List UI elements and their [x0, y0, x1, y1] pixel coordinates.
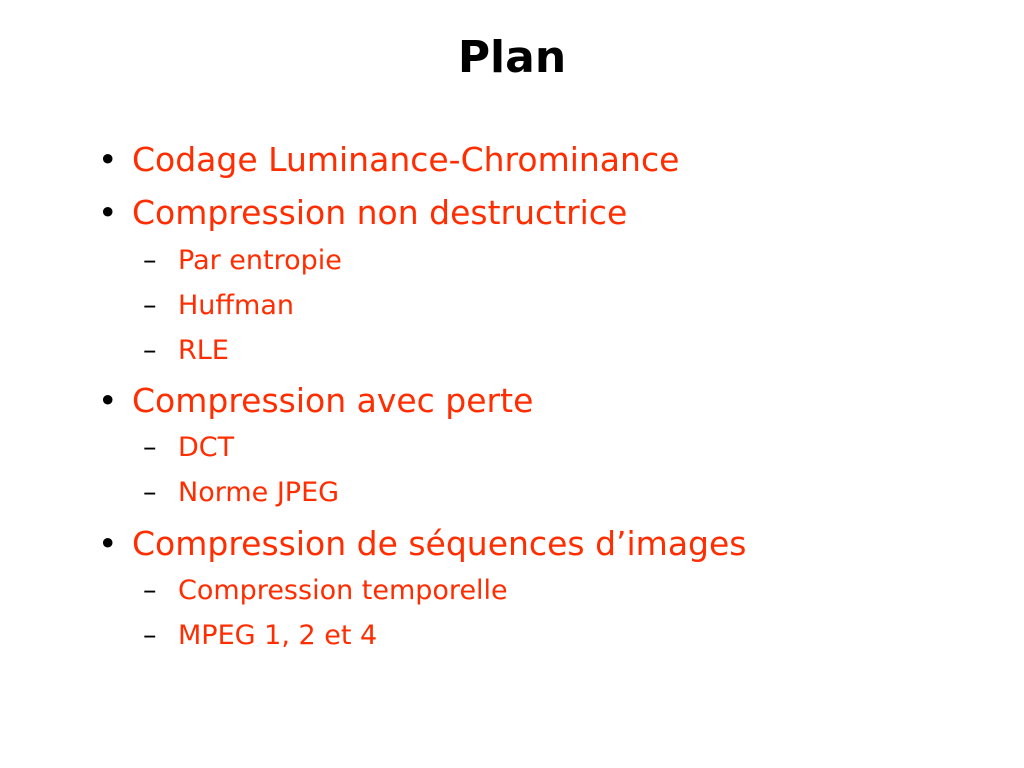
dash-icon: – [143, 432, 157, 463]
bullet-icon: • [98, 524, 118, 563]
dash-icon: – [143, 245, 157, 276]
subitem-label: MPEG 1, 2 et 4 [178, 620, 378, 651]
slide-title: Plan [457, 32, 567, 83]
bullet-icon: • [98, 140, 118, 179]
dash-icon: – [143, 477, 157, 508]
bullet-icon: • [98, 381, 118, 420]
subitem-label: RLE [178, 335, 229, 366]
subitem-label: DCT [178, 432, 235, 463]
subitem-label: Huffman [178, 290, 294, 321]
subitem-label: Norme JPEG [178, 477, 340, 508]
bullet-label: Compression de séquences d’images [132, 524, 747, 563]
bullet-icon: • [98, 193, 118, 232]
bullet-label: Compression non destructrice [132, 193, 628, 232]
dash-icon: – [143, 335, 157, 366]
subitem-label: Compression temporelle [178, 575, 508, 606]
dash-icon: – [143, 290, 157, 321]
bullet-label: Compression avec perte [132, 381, 534, 420]
subitem-label: Par entropie [178, 245, 342, 276]
dash-icon: – [143, 575, 157, 606]
dash-icon: – [143, 620, 157, 651]
bullet-label: Codage Luminance-Chrominance [132, 140, 680, 179]
